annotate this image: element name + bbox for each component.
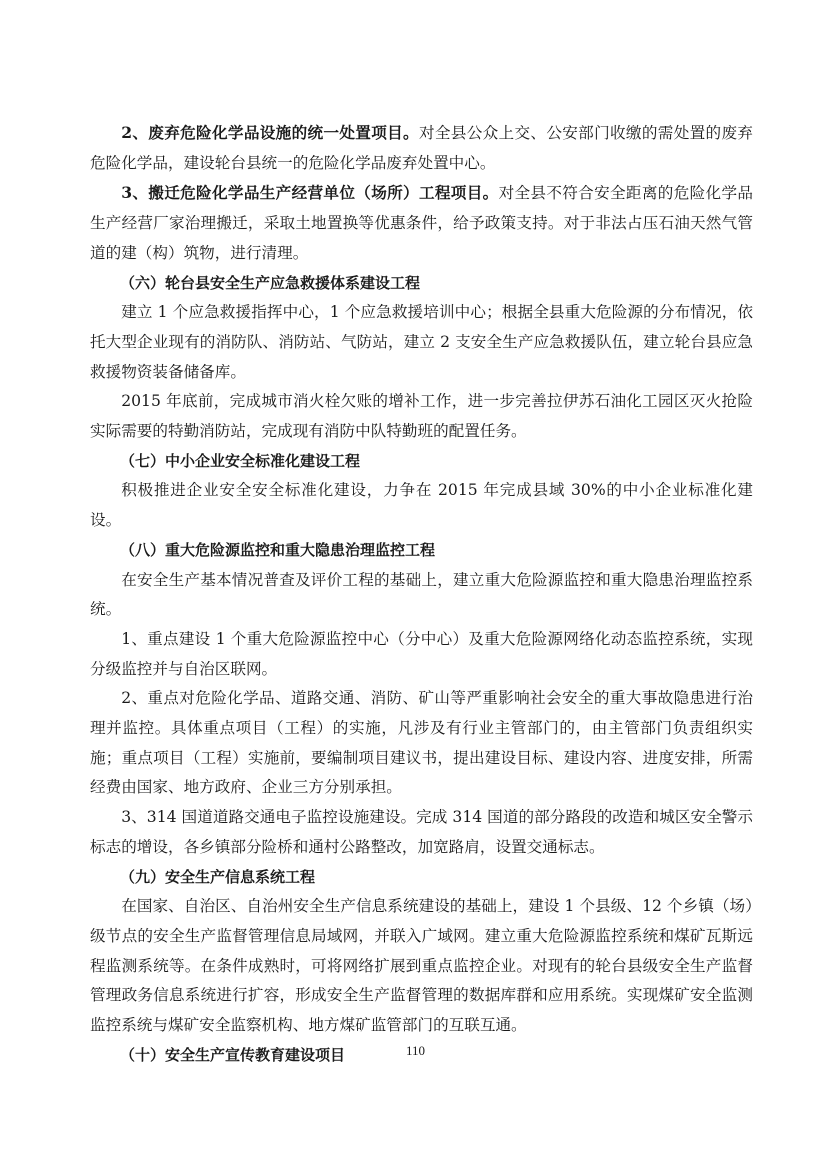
section-heading-9: （九）安全生产信息系统工程 [120, 867, 316, 886]
section-heading-7: （七）中小企业安全标准化建设工程 [120, 451, 361, 470]
paragraph: 在安全生产基本情况普查及评价工程的基础上，建立重大危险源监控和重大隐患治理监控系统。 [90, 570, 753, 619]
paragraph-item-3-relocation [90, 178, 753, 268]
paragraph-lead: 3、搬迁危险化学品生产经营单位（场所）工程项目。 [121, 183, 499, 203]
paragraph: 2、重点对危险化学品、道路交通、消防、矿山等严重影响社会安全的重大事故隐患进行治理并监控。具体重点项目（工程）的实施，凡涉及有行业主管部门的，由主管部门负责组织实施；重点项目（工程）实施前，要编制项目建议书，提出建设目标、建设内容、进度安排，所需经费由国家、地方政府、企业三方分别承担。 [90, 689, 753, 797]
section-heading-8: （八）重大危险源监控和重大隐患治理监控工程 [120, 540, 436, 559]
paragraph-text: 对全县公众上交、公安部门收缴的需处置的废弃危险化学品，建设轮台县统一的危险化学品废弃处置中心。 [90, 124, 753, 172]
page-number: 110 [405, 1043, 426, 1058]
paragraph: 建立 1 个应急救援指挥中心，1 个应急救援培训中心；根据全县重大危险源的分布情况，依托大型企业现有的消防队、消防站、气防站，建立 2 支安全生产应急救援队伍，建立轮台县应急救援物资装备储备库。 [90, 303, 753, 381]
paragraph: 3、314 国道道路交通电子监控设施建设。完成 314 国道的部分路段的改造和城区安全警示标志的增设，各乡镇部分险桥和通村公路整改，加宽路肩，设置交通标志。 [90, 808, 753, 856]
paragraph: 积极推进企业安全安全标准化建设，力争在 2015 年完成县域 30%的中小企业标准化建设。 [90, 481, 753, 530]
paragraph: 1、重点建设 1 个重大危险源监控中心（分中心）及重大危险源网络化动态监控系统，实现分级监控并与自治区联网。 [90, 629, 753, 678]
document-body [90, 118, 753, 1071]
paragraph: 2015 年底前，完成城市消火栓欠账的增补工作，进一步完善拉伊苏石油化工园区灭火抢险实际需要的特勤消防站，完成现有消防中队特勤班的配置任务。 [90, 392, 753, 441]
paragraph-lead: 2、废弃危险化学品设施的统一处置项目。 [121, 123, 419, 142]
section-heading-10: （十）安全生产宣传教育建设项目 [120, 1045, 346, 1064]
paragraph-item-2-disposal [90, 118, 753, 178]
paragraph-text: 对全县不符合安全距离的危险化学品生产经营厂家治理搬迁，采取土地置换等优惠条件，给予政策支持。对于非法占压石油天然气管道的建（构）筑物，进行清理。 [90, 184, 753, 262]
paragraph: 在国家、自治区、自治州安全生产信息系统建设的基础上，建设 1 个县级、12 个乡镇（场）级节点的安全生产监督管理信息局域网，并联入广域网。建立重大危险源监控系统和煤矿瓦斯远程监测系统等。在条件成熟时，可将网络扩展到重点监控企业。对现有的轮台县级安全生产监督管理政务信息系统进行扩容，形成安全生产监督管理的数据库群和应用系统。实现煤矿安全监测监控系统与煤矿安全监察机构、地方煤矿监管部门的互联互通。 [90, 897, 753, 1035]
section-heading-6: （六）轮台县安全生产应急救援体系建设工程 [120, 273, 421, 292]
